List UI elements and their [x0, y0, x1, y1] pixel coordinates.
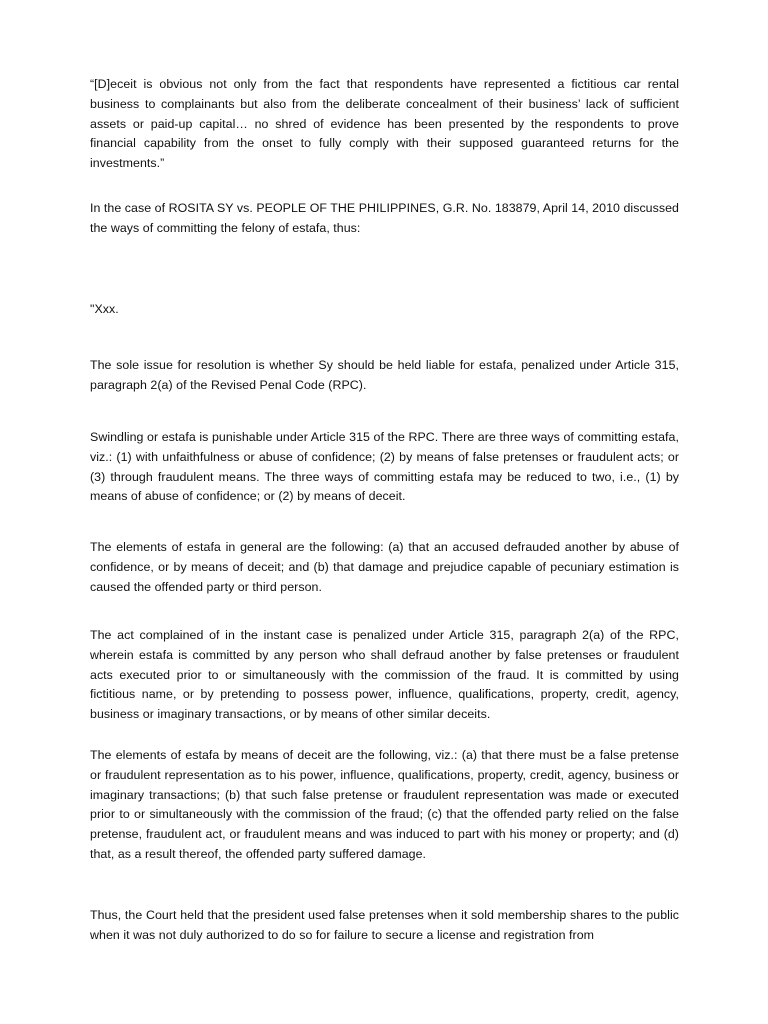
quoted-paragraph: “[D]eceit is obvious not only from the fact that respondents have represented a fictitious car rental business to complainants but also from the deliberate concealment of their business’ lack of sufficient assets or paid-up capital… no shred of evidence has been presented by the respondents to prove financial capability from the onset to fully comply with their supposed guaranteed returns for the investments.” — [90, 77, 679, 171]
xxx-paragraph: "Xxx. — [90, 302, 119, 316]
case-citation-paragraph: In the case of ROSITA SY vs. PEOPLE OF THE PHILIPPINES, G.R. No. 183879, April 14, 2010 discussed the ways of committing the felony of estafa, thus: — [90, 201, 679, 235]
sole-issue-paragraph: The sole issue for resolution is whether Sy should be held liable for estafa, penalized under Article 315, paragraph 2(a) of the Revised Penal Code (RPC). — [90, 358, 679, 392]
act-complained-paragraph: The act complained of in the instant case is penalized under Article 315, paragraph 2(a) of the RPC, wherein estafa is committed by any person who shall defraud another by false pretenses or fraudulent acts executed prior to or simultaneously with the commission of the fraud. It is committed by using fictitious name, or by pretending to possess power, influence, qualifications, property, credit, agency, business or imaginary transactions, or by means of other similar deceits. — [90, 628, 679, 722]
court-held-paragraph: Thus, the Court held that the president used false pretenses when it sold membership shares to the public when it was not duly authorized to do so for failure to secure a license and registration from — [90, 908, 679, 942]
elements-general-paragraph: The elements of estafa in general are the following: (a) that an accused defrauded another by abuse of confidence, or by means of deceit; and (b) that damage and prejudice capable of pecuniary estimation is caused the offended party or third person. — [90, 540, 679, 594]
swindling-paragraph: Swindling or estafa is punishable under Article 315 of the RPC. There are three ways of committing estafa, viz.: (1) with unfaithfulness or abuse of confidence; (2) by means of false pretenses or fraudulent acts; or (3) through fraudulent means. The three ways of committing estafa may be reduced to two, i.e., (1) by means of abuse of confidence; or (2) by means of deceit. — [90, 430, 679, 504]
elements-deceit-paragraph: The elements of estafa by means of deceit are the following, viz.: (a) that there must be a false pretense or fraudulent representation as to his power, influence, qualifications, property, credit, agency, business or imaginary transactions; (b) that such false pretense or fraudulent representation was made or executed prior to or simultaneously with the commission of the fraud; (c) that the offended party relied on the false pretense, fraudulent act, or fraudulent means and was induced to part with his money or property; and (d) that, as a result thereof, the offended party suffered damage. — [90, 748, 679, 861]
